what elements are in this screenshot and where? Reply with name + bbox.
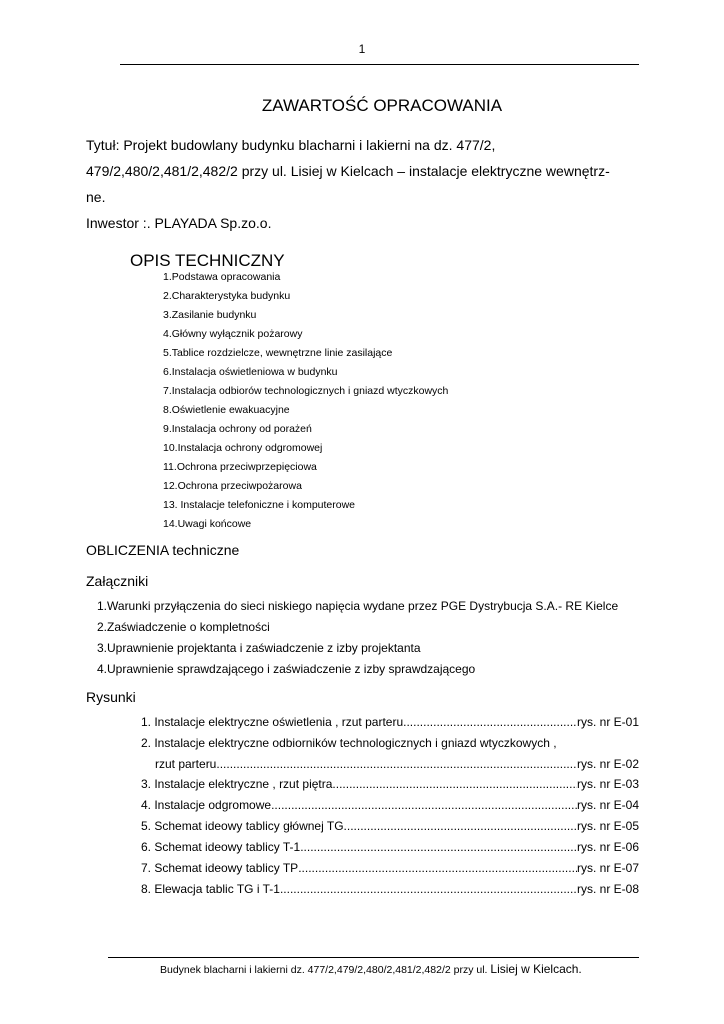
toc-item: 13. Instalacje telefoniczne i komputerowe (163, 499, 356, 511)
dot-leader (332, 776, 577, 792)
drawing-ref: rys. nr E-07 (576, 861, 639, 875)
drawing-entry (141, 735, 639, 772)
investor: Inwestor :. PLAYADA Sp.zo.o. (86, 215, 272, 231)
dot-leader (298, 860, 577, 876)
dot-leader (300, 839, 577, 855)
project-title-line: ne. (86, 189, 106, 205)
footer-text: Budynek blacharni i lakierni dz. 477/2,479/2,480/2,481/2,482/2 przy ul. (160, 964, 491, 976)
toc-item: 6.Instalacja oświetleniowa w budynku (163, 366, 338, 378)
drawing-label: 4. Instalacje odgromowe (141, 798, 272, 812)
page-title: ZAWARTOŚĆ OPRACOWANIA (261, 96, 503, 115)
drawing-entry (141, 839, 639, 855)
drawing-entry (141, 797, 639, 813)
drawing-label: 1. Instalacje elektryczne oświetlenia , rzut parteru (141, 715, 404, 729)
drawing-label: 3. Instalacje elektryczne , rzut piętra (141, 777, 333, 791)
dot-leader (216, 756, 577, 772)
toc-item: 8.Oświetlenie ewakuacyjne (163, 404, 290, 416)
drawing-entry (141, 818, 639, 834)
toc-item: 9.Instalacja ochrony od porażeń (163, 423, 312, 435)
technical-description-list (163, 271, 448, 537)
dot-leader (271, 797, 577, 813)
attachment-item: 2.Zaświadczenie o kompletności (97, 620, 270, 634)
attachment-item: 1.Warunki przyłączenia do sieci niskiego napięcia wydane przez PGE Dystrybucja S.A.- RE Kielce (97, 599, 619, 613)
page-number: 1 (358, 42, 366, 56)
drawing-ref: rys. nr E-04 (576, 798, 639, 812)
footer-divider (108, 957, 639, 958)
drawing-entry (141, 714, 639, 730)
attachments-list (97, 598, 618, 682)
drawing-ref: rys. nr E-02 (576, 757, 639, 771)
toc-item: 3.Zasilanie budynku (163, 309, 257, 321)
drawing-label-line: 2. Instalacje elektryczne odbiorników technologicznych i gniazd wtyczkowych , (141, 736, 557, 750)
drawing-ref: rys. nr E-03 (576, 777, 639, 791)
attachment-item: 3.Uprawnienie projektanta i zaświadczenie z izby projektanta (97, 641, 421, 655)
project-title-line: Tytuł: Projekt budowlany budynku blacharni i lakierni na dz. 477/2, (86, 137, 496, 153)
project-title (86, 132, 636, 210)
footer-text-end: Lisiej w Kielcach. (490, 962, 582, 976)
toc-item: 12.Ochrona przeciwpożarowa (163, 480, 302, 492)
drawing-entry (141, 881, 639, 897)
project-title-line: 479/2,480/2,481/2,482/2 przy ul. Lisiej w Kielcach – instalacje elektryczne wewnętrz- (86, 163, 610, 179)
dot-leader (403, 714, 577, 730)
header-divider (120, 64, 639, 65)
toc-item: 4.Główny wyłącznik pożarowy (163, 328, 303, 340)
toc-item: 14.Uwagi końcowe (163, 518, 252, 530)
drawing-label: 8. Elewacja tablic TG i T-1 (141, 882, 280, 896)
calculations-heading: OBLICZENIA techniczne (86, 542, 240, 558)
toc-item: 1.Podstawa opracowania (163, 271, 281, 283)
toc-item: 7.Instalacja odbiorów technologicznych i gniazd wtyczkowych (163, 385, 449, 397)
drawing-label: rzut parteru (155, 757, 217, 771)
technical-description-heading: OPIS TECHNICZNY (130, 251, 285, 270)
attachment-item: 4.Uprawnienie sprawdzającego i zaświadczenie z izby sprawdzającego (97, 662, 476, 676)
attachments-heading: Załączniki (86, 573, 149, 589)
drawing-entry (141, 860, 639, 876)
drawing-label: 5. Schemat ideowy tablicy głównej TG (141, 819, 344, 833)
dot-leader (344, 818, 577, 834)
drawing-ref: rys. nr E-08 (576, 882, 639, 896)
toc-item: 11.Ochrona przeciwprzepięciowa (163, 461, 317, 473)
drawing-label: 6. Schemat ideowy tablicy T-1 (141, 840, 301, 854)
drawing-ref: rys. nr E-01 (576, 715, 639, 729)
toc-item: 10.Instalacja ochrony odgromowej (163, 442, 323, 454)
drawing-ref: rys. nr E-06 (576, 840, 639, 854)
drawing-entry (141, 776, 639, 792)
dot-leader (280, 881, 577, 897)
page-footer (160, 962, 582, 976)
toc-item: 5.Tablice rozdzielcze, wewnętrzne linie zasilające (163, 347, 393, 359)
toc-item: 2.Charakterystyka budynku (163, 290, 291, 302)
drawing-ref: rys. nr E-05 (576, 819, 639, 833)
drawings-heading: Rysunki (86, 689, 136, 705)
drawing-label: 7. Schemat ideowy tablicy TP (141, 861, 299, 875)
